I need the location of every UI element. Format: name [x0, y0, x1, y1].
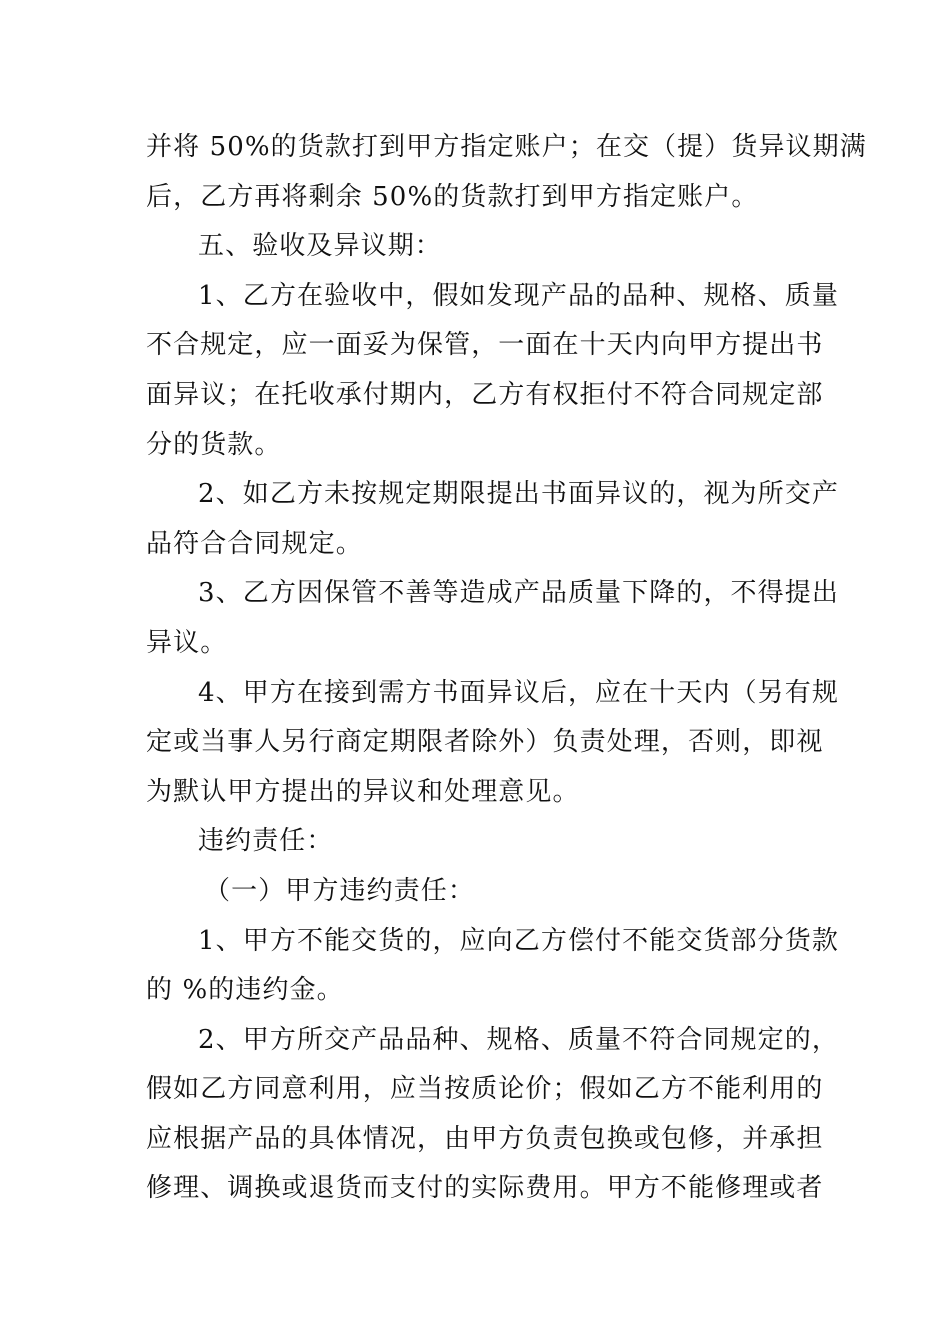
text-line: 面异议；在托收承付期内，乙方有权拒付不符合同规定部 — [146, 379, 824, 410]
text-line: 4、甲方在接到需方书面异议后，应在十天内（另有规 — [198, 677, 839, 708]
text-line: 不合规定，应一面妥为保管，一面在十天内向甲方提出书 — [146, 330, 824, 361]
text-line: 分的货款。 — [146, 429, 282, 460]
text-line: 1、甲方不能交货的，应向乙方偿付不能交货部分货款 — [198, 925, 839, 956]
text-line: 异议。 — [146, 627, 228, 658]
text-line: 并将 50%的货款打到甲方指定账户；在交（提）货异议期满 — [146, 132, 867, 162]
text-line: 修理、调换或退货而支付的实际费用。甲方不能修理或者 — [146, 1173, 824, 1204]
section-heading: 五、验收及异议期： — [198, 231, 442, 262]
document-body — [146, 123, 867, 1214]
text-line: 后，乙方再将剩余 50%的货款打到甲方指定账户。 — [146, 181, 759, 212]
text-line: 为默认甲方提出的异议和处理意见。 — [146, 776, 580, 807]
subsection-heading: （一）甲方违约责任： — [204, 875, 476, 906]
text-line: 3、乙方因保管不善等造成产品质量下降的，不得提出 — [198, 578, 839, 609]
text-line: 1、乙方在验收中，假如发现产品的品种、规格、质量 — [198, 280, 839, 311]
text-line: 品符合合同规定。 — [146, 528, 363, 559]
text-line: 2、如乙方未按规定期限提出书面异议的，视为所交产 — [198, 479, 839, 510]
text-line: 的 %的违约金。 — [146, 975, 344, 1006]
text-line: 定或当事人另行商定期限者除外）负责处理，否则，即视 — [146, 727, 824, 758]
text-line: 2、甲方所交产品品种、规格、质量不符合同规定的， — [198, 1024, 839, 1055]
text-line: 应根据产品的具体情况，由甲方负责包换或包修，并承担 — [146, 1123, 824, 1154]
text-line: 假如乙方同意利用，应当按质论价；假如乙方不能利用的 — [146, 1074, 824, 1105]
section-heading: 违约责任： — [198, 826, 334, 857]
